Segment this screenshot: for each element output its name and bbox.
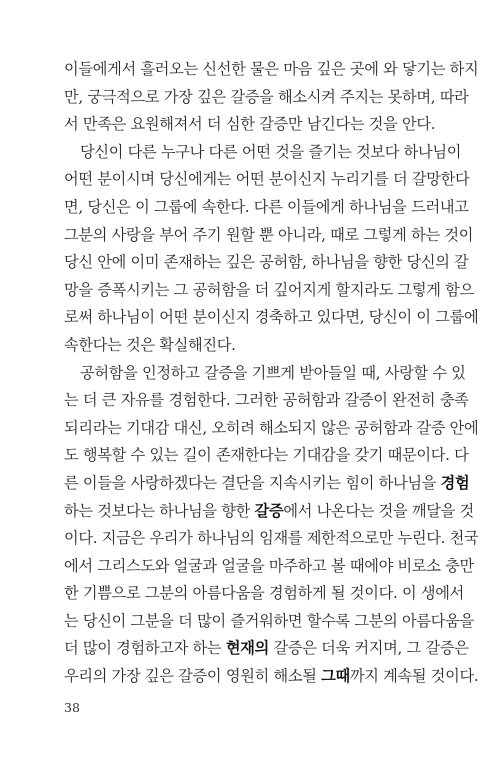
paragraph-3 bbox=[64, 360, 479, 691]
page-body bbox=[64, 56, 479, 691]
emphasis-then: 그때 bbox=[321, 667, 350, 686]
text-line: 어떤 분이시며 당신에게는 어떤 분이신지 누리기를 더 갈망한다 bbox=[64, 170, 470, 189]
text-segment: 더 많이 경험하고자 하는 bbox=[64, 639, 226, 658]
text-line: 에서 그리스도와 얼굴과 얼굴을 마주하고 볼 때에야 비로소 충만 bbox=[64, 556, 474, 575]
text-segment: 른 이들을 사랑하겠다는 결단을 지속시키는 힘이 하나님을 bbox=[64, 473, 441, 492]
text-line: 는 더 큰 자유를 경험한다. 그러한 공허함과 갈증이 완전히 충족 bbox=[64, 391, 469, 410]
text-line: 이들에게서 흘러오는 신선한 물은 마음 깊은 곳에 와 닿기는 하지 bbox=[64, 60, 479, 78]
emphasis-thirst: 갈증 bbox=[254, 501, 284, 520]
page-number: 38 bbox=[64, 700, 80, 715]
text-line: 로써 하나님이 어떤 분이신지 경축하고 있다면, 당신이 이 그룹에 bbox=[64, 308, 479, 327]
text-segment: 하는 것보다는 하나님을 향한 bbox=[64, 501, 255, 520]
text-line: 되리라는 기대감 대신, 오히려 해소되지 않은 공허함과 갈증 안에 bbox=[64, 418, 479, 437]
text-line: 당신 안에 이미 존재하는 깊은 공허함, 하나님을 향한 당신의 갈 bbox=[64, 253, 469, 272]
text-line: 당신이 다른 누구나 다른 어떤 것을 즐기는 것보다 하나님이 bbox=[80, 142, 462, 161]
text-line bbox=[64, 498, 474, 526]
text-segment: 에서 나온다는 것을 깨달을 것 bbox=[283, 501, 474, 520]
text-line: 망을 증폭시키는 그 공허함을 더 깊어지게 할지라도 그렇게 함으 bbox=[64, 280, 474, 299]
text-line bbox=[64, 663, 479, 691]
paragraph-2 bbox=[64, 139, 479, 360]
text-line: 도 행복할 수 있는 길이 존재한다는 기대감을 갖기 때문이다. 다 bbox=[64, 446, 469, 465]
emphasis-experience: 경험 bbox=[440, 473, 470, 492]
text-line: 서 만족은 요원해져서 더 심한 갈증만 남긴다는 것을 안다. bbox=[64, 115, 436, 134]
text-line: 속한다는 것은 확실해진다. bbox=[64, 335, 236, 354]
text-segment: 우리의 가장 깊은 갈증이 영원히 해소될 bbox=[64, 667, 322, 686]
text-segment: 갈증은 더욱 커지며, 그 갈증은 bbox=[268, 639, 469, 658]
text-line: 이다. 지금은 우리가 하나님의 임재를 제한적으로만 누린다. 천국 bbox=[64, 529, 479, 548]
paragraph-1 bbox=[64, 56, 479, 139]
text-segment: 까지 계속될 것이다. bbox=[349, 667, 479, 686]
emphasis-present: 현재의 bbox=[225, 639, 269, 658]
text-line: 면, 당신은 이 그룹에 속한다. 다른 이들에게 하나님을 드러내고 bbox=[64, 197, 469, 216]
text-line: 는 당신이 그분을 더 많이 즐거워하면 할수록 그분의 아름다움을 bbox=[64, 611, 474, 630]
text-line bbox=[64, 470, 470, 498]
text-line: 만, 궁극적으로 가장 깊은 갈증을 해소시켜 주지는 못하며, 따라 bbox=[64, 87, 469, 106]
text-line: 한 기쁨으로 그분의 아름다움을 경험하게 될 것이다. 이 생에서 bbox=[64, 584, 465, 603]
text-line: 그분의 사랑을 부어 주기 원할 뿐 아니라, 때로 그렇게 하는 것이 bbox=[64, 225, 474, 244]
text-line bbox=[64, 635, 469, 663]
text-line: 공허함을 인정하고 갈증을 기쁘게 받아들일 때, 사랑할 수 있 bbox=[80, 363, 466, 382]
